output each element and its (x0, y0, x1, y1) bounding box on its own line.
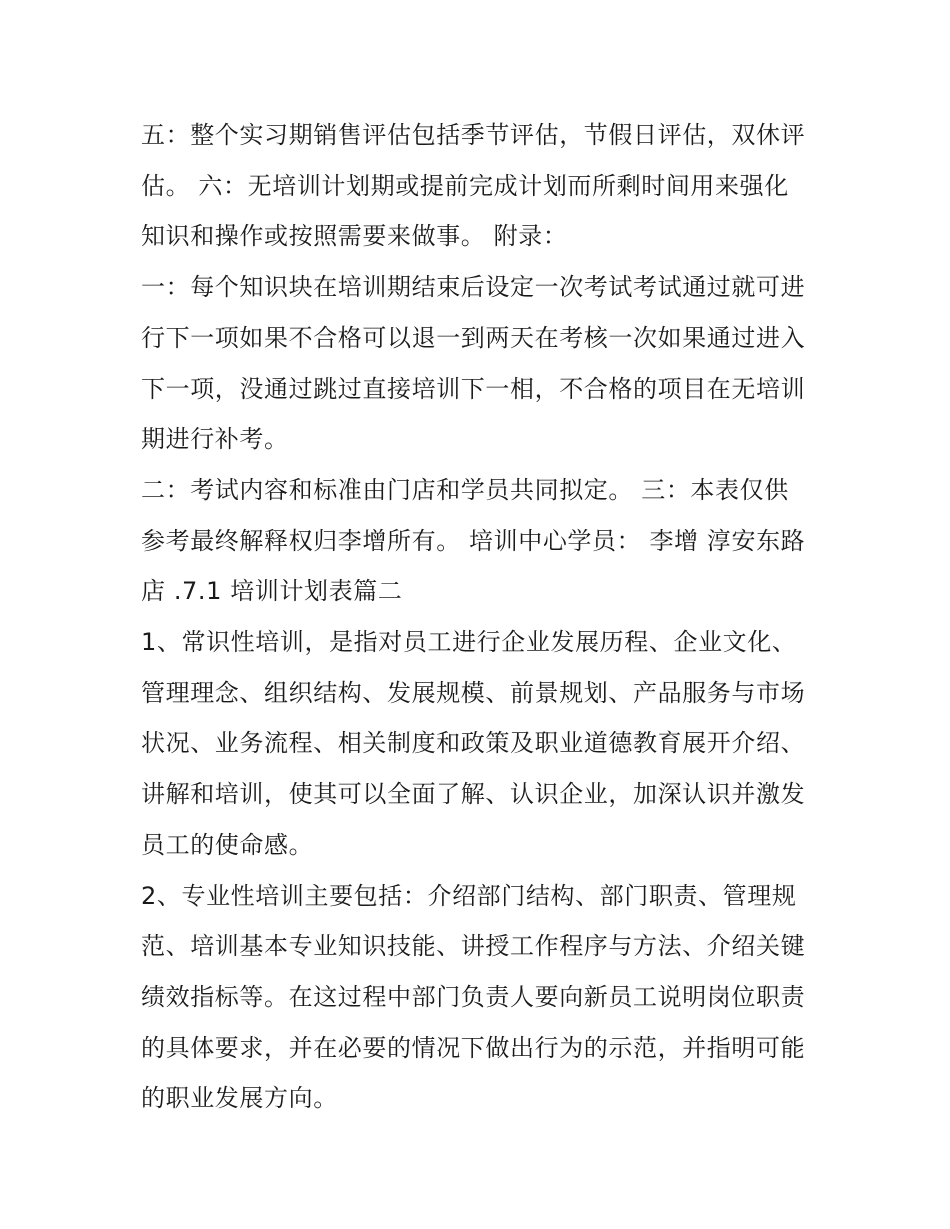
paragraph-exam-content: 二：考试内容和标准由门店和学员共同拟定。 三：本表仅供参考最终解释权归李增所有。 培训中心学员： 李增 淳安东路店 .7.1 培训计划表篇二 (141, 475, 806, 606)
paragraph-exam-rules: 一：每个知识块在培训期结束后设定一次考试考试通过就可进行下一项如果不合格可以退一到两天在考核一次如果通过进入下一项，没通过跳过直接培训下一相，不合格的项目在无培训期进行补考。 (141, 273, 806, 454)
paragraph-evaluation-appendix: 五：整个实习期销售评估包括季节评估，节假日评估，双休评估。 六：无培训计划期或提前完成计划而所剩时间用来强化知识和操作或按照需要来做事。 附录： (141, 121, 806, 251)
document-body (141, 110, 813, 1124)
paragraph-professional-training: 2、专业性培训主要包括：介绍部门结构、部门职责、管理规范、培训基本专业知识技能、讲授工作程序与方法、介绍关键绩效指标等。在这过程中部门负责人要向新员工说明岗位职责的具体要求，并在必要的情况下做出行为的示范，并指明可能的职业发展方向。 (141, 881, 806, 1113)
paragraph-general-training: 1、常识性培训，是指对员工进行企业发展历程、企业文化、管理理念、组织结构、发展规模、前景规划、产品服务与市场状况、业务流程、相关制度和政策及职业道德教育展开介绍、讲解和培训，使其可以全面了解、认识企业，加深认识并激发员工的使命感。 (141, 628, 806, 859)
